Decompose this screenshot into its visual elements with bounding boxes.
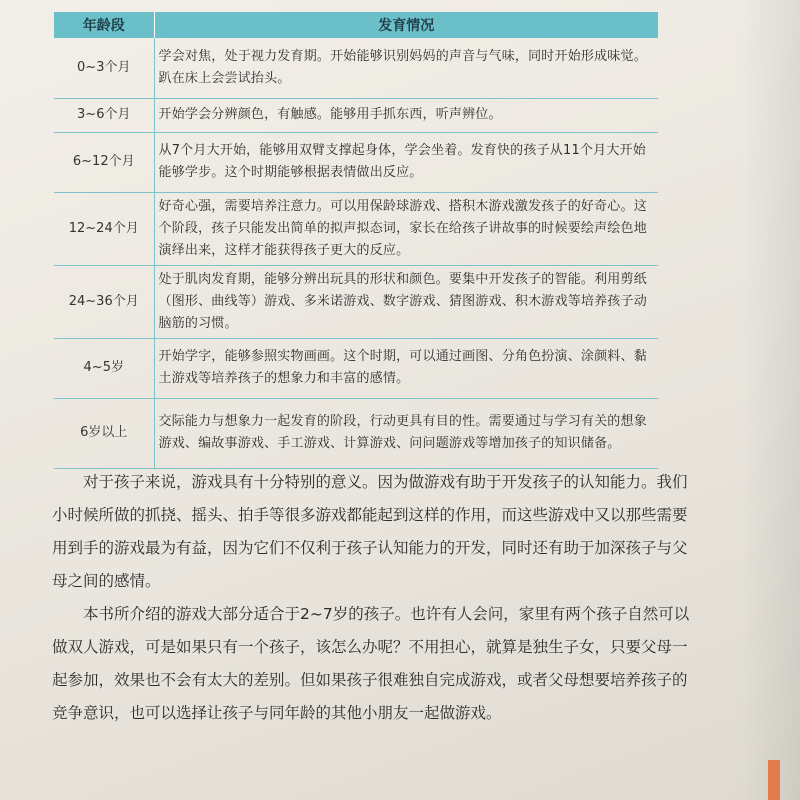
paragraph-1: 对于孩子来说，游戏具有十分特别的意义。因为做游戏有助于开发孩子的认知能力。我们小时候所做的抓挠、摇头、拍手等很多游戏都能起到这样的作用，而这些游戏中又以那些需要用到手的游戏最为有益，因为它们不仅利于孩子认知能力的开发，同时还有助于加深孩子与父母之间的感情。 [52, 473, 688, 590]
development-table [54, 12, 658, 469]
cover-edge-accent [768, 760, 780, 800]
desc-cell: 处于肌肉发育期，能够分辨出玩具的形状和颜色。要集中开发孩子的智能。利用剪纸（图形、曲线等）游戏、多米诺游戏、数字游戏、猜图游戏、积木游戏等培养孩子动脑筋的习惯。 [154, 265, 658, 338]
table-header-row [54, 12, 658, 38]
paragraph-2: 本书所介绍的游戏大部分适合于2~7岁的孩子。也许有人会问，家里有两个孩子自然可以做双人游戏，可是如果只有一个孩子，该怎么办呢？不用担心，就算是独生子女，只要父母一起参加，效果也不会有太大的差别。但如果孩子很难独自完成游戏，或者父母想要培养孩子的竞争意识，也可以选择让孩子与同年龄的其他小朋友一起做游戏。 [52, 605, 690, 722]
desc-cell: 从7个月大开始，能够用双臂支撑起身体，学会坐着。发育快的孩子从11个月大开始能够学步。这个时期能够根据表情做出反应。 [154, 132, 658, 192]
table-row [54, 338, 658, 398]
desc-cell: 开始学字，能够参照实物画画。这个时期，可以通过画图、分角色扮演、涂颜料、黏土游戏等培养孩子的想象力和丰富的感情。 [154, 338, 658, 398]
desc-cell: 交际能力与想象力一起发育的阶段，行动更具有目的性。需要通过与学习有关的想象游戏、编故事游戏、手工游戏、计算游戏、问问题游戏等增加孩子的知识储备。 [154, 398, 658, 468]
age-cell: 12~24个月 [54, 192, 154, 265]
desc-cell: 学会对焦，处于视力发育期。开始能够识别妈妈的声音与气味，同时开始形成味觉。趴在床上会尝试抬头。 [154, 38, 658, 98]
desc-cell: 好奇心强，需要培养注意力。可以用保龄球游戏、搭积木游戏激发孩子的好奇心。这个阶段，孩子只能发出简单的拟声拟态词，家长在给孩子讲故事的时候要绘声绘色地演绎出来，这样才能获得孩子更大的反应。 [154, 192, 658, 265]
table-row [54, 265, 658, 338]
desc-cell: 开始学会分辨颜色，有触感。能够用手抓东西，听声辨位。 [154, 98, 658, 132]
age-cell: 0~3个月 [54, 38, 154, 98]
body-text [52, 466, 692, 730]
header-development: 发育情况 [154, 12, 658, 38]
table-row [54, 132, 658, 192]
age-cell: 6~12个月 [54, 132, 154, 192]
age-cell: 4~5岁 [54, 338, 154, 398]
page-edge-shadow [740, 0, 800, 800]
header-age: 年龄段 [54, 12, 154, 38]
age-cell: 3~6个月 [54, 98, 154, 132]
age-cell: 24~36个月 [54, 265, 154, 338]
table-row [54, 398, 658, 468]
age-cell: 6岁以上 [54, 398, 154, 468]
table-row [54, 38, 658, 98]
table-row [54, 98, 658, 132]
table-row [54, 192, 658, 265]
